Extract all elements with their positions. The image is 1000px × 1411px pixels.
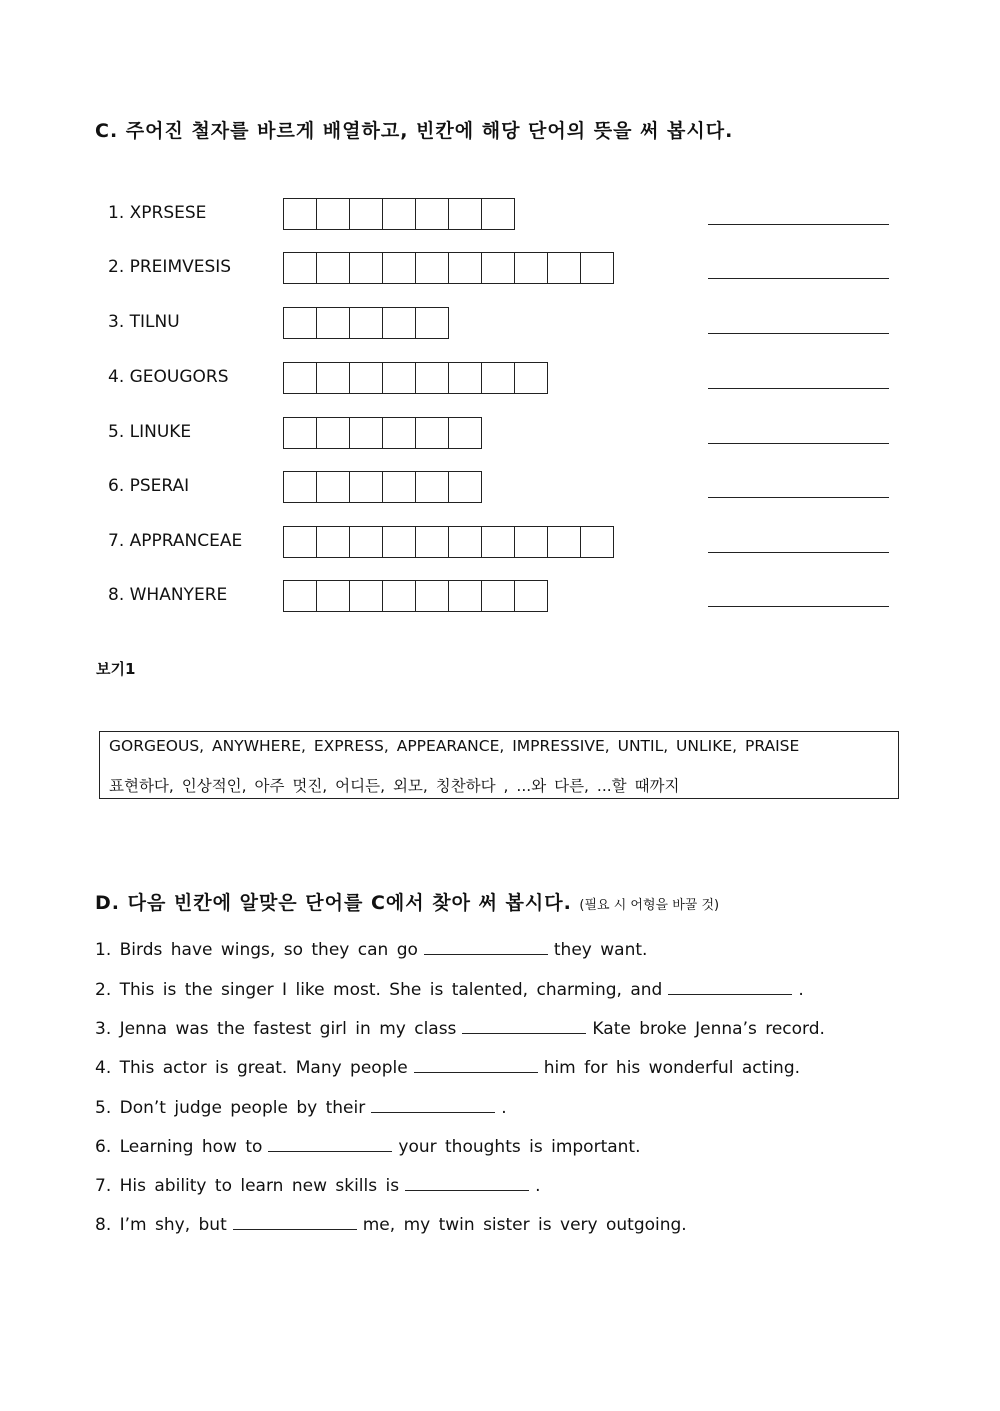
letter-box[interactable] xyxy=(316,471,350,503)
sentence-after-blank: . xyxy=(501,1098,507,1118)
scrambled-word: 7. APPRANCEAE xyxy=(108,531,243,551)
sentence-before-blank: 8. I’m shy, but xyxy=(95,1215,227,1235)
sentence-after-blank: they want. xyxy=(553,940,648,960)
fill-in-sentence xyxy=(95,1133,641,1157)
fill-in-sentence xyxy=(95,976,804,1000)
letter-boxes xyxy=(283,198,515,230)
meaning-answer-line[interactable] xyxy=(708,224,889,225)
letter-box[interactable] xyxy=(382,580,416,612)
letter-box[interactable] xyxy=(481,580,515,612)
answer-blank[interactable] xyxy=(424,936,548,955)
scrambled-word: 5. LINUKE xyxy=(108,422,192,442)
sentence-before-blank: 6. Learning how to xyxy=(95,1137,263,1157)
letter-box[interactable] xyxy=(283,362,317,394)
answer-blank[interactable] xyxy=(233,1211,357,1230)
letter-box[interactable] xyxy=(514,252,548,284)
sentence-before-blank: 5. Don’t judge people by their xyxy=(95,1098,366,1118)
word-bank-box xyxy=(99,731,899,799)
letter-boxes xyxy=(283,526,614,558)
letter-box[interactable] xyxy=(382,362,416,394)
scrambled-word: 4. GEOUGORS xyxy=(108,367,229,387)
letter-box[interactable] xyxy=(349,526,383,558)
letter-box[interactable] xyxy=(316,252,350,284)
sentence-before-blank: 2. This is the singer I like most. She is talented, charming, and xyxy=(95,980,663,1000)
letter-boxes xyxy=(283,417,482,449)
letter-box[interactable] xyxy=(316,307,350,339)
scrambled-word: 8. WHANYERE xyxy=(108,585,228,605)
letter-box[interactable] xyxy=(481,362,515,394)
answer-blank[interactable] xyxy=(405,1172,529,1191)
sentence-after-blank: . xyxy=(535,1176,541,1196)
scrambled-word: 3. TILNU xyxy=(108,312,180,332)
letter-boxes xyxy=(283,252,614,284)
word-scramble-row xyxy=(108,252,898,284)
scrambled-word: 6. PSERAI xyxy=(108,476,190,496)
section-d-note: (필요 시 어형을 바꿀 것) xyxy=(579,898,720,913)
letter-box[interactable] xyxy=(448,362,482,394)
letter-box[interactable] xyxy=(448,580,482,612)
answer-blank[interactable] xyxy=(268,1133,392,1152)
letter-box[interactable] xyxy=(349,307,383,339)
letter-box[interactable] xyxy=(283,471,317,503)
fill-in-sentence xyxy=(95,936,647,960)
letter-box[interactable] xyxy=(481,252,515,284)
letter-box[interactable] xyxy=(382,471,416,503)
letter-box[interactable] xyxy=(382,252,416,284)
word-scramble-row xyxy=(108,526,898,558)
scrambled-word: 1. XPRSESE xyxy=(108,203,207,223)
sentence-after-blank: me, my twin sister is very outgoing. xyxy=(362,1215,687,1235)
section-d-title xyxy=(95,888,719,915)
letter-boxes xyxy=(283,471,482,503)
section-c-title xyxy=(95,116,733,143)
letter-boxes xyxy=(283,580,548,612)
letter-box[interactable] xyxy=(448,471,482,503)
letter-box[interactable] xyxy=(547,252,581,284)
section-c-title-text: C. 주어진 철자를 바르게 배열하고, 빈칸에 해당 단어의 뜻을 써 봅시다. xyxy=(95,120,734,142)
meaning-answer-line[interactable] xyxy=(708,552,889,553)
sentence-after-blank: your thoughts is important. xyxy=(398,1137,641,1157)
letter-box[interactable] xyxy=(283,198,317,230)
sentence-before-blank: 1. Birds have wings, so they can go xyxy=(95,940,418,960)
letter-box[interactable] xyxy=(382,198,416,230)
letter-box[interactable] xyxy=(580,526,614,558)
letter-box[interactable] xyxy=(448,252,482,284)
meaning-answer-line[interactable] xyxy=(708,497,889,498)
fill-in-sentence xyxy=(95,1054,800,1078)
letter-boxes xyxy=(283,307,449,339)
letter-box[interactable] xyxy=(283,252,317,284)
letter-box[interactable] xyxy=(415,307,449,339)
letter-box[interactable] xyxy=(316,580,350,612)
letter-boxes xyxy=(283,362,548,394)
meaning-answer-line[interactable] xyxy=(708,443,889,444)
letter-box[interactable] xyxy=(415,580,449,612)
sentence-after-blank: him for his wonderful acting. xyxy=(543,1058,801,1078)
scrambled-word: 2. PREIMVESIS xyxy=(108,257,232,277)
letter-box[interactable] xyxy=(415,471,449,503)
word-scramble-row xyxy=(108,580,898,612)
section-d-title-text: D. 다음 빈칸에 알맞은 단어를 C에서 찾아 써 봅시다. xyxy=(95,892,572,914)
letter-box[interactable] xyxy=(547,526,581,558)
letter-box[interactable] xyxy=(316,362,350,394)
letter-box[interactable] xyxy=(349,580,383,612)
letter-box[interactable] xyxy=(316,198,350,230)
sentence-after-blank: . xyxy=(798,980,804,1000)
sentence-before-blank: 4. This actor is great. Many people xyxy=(95,1058,408,1078)
letter-box[interactable] xyxy=(448,417,482,449)
sentence-after-blank: Kate broke Jenna’s record. xyxy=(592,1019,825,1039)
letter-box[interactable] xyxy=(415,417,449,449)
letter-box[interactable] xyxy=(349,471,383,503)
letter-box[interactable] xyxy=(448,526,482,558)
letter-box[interactable] xyxy=(283,526,317,558)
sentence-before-blank: 7. His ability to learn new skills is xyxy=(95,1176,400,1196)
letter-box[interactable] xyxy=(382,307,416,339)
letter-box[interactable] xyxy=(415,526,449,558)
fill-in-sentence xyxy=(95,1211,687,1235)
letter-box[interactable] xyxy=(481,526,515,558)
sentence-before-blank: 3. Jenna was the fastest girl in my class xyxy=(95,1019,457,1039)
word-scramble-row xyxy=(108,417,898,449)
letter-box[interactable] xyxy=(283,307,317,339)
letter-box[interactable] xyxy=(382,526,416,558)
bogi-label: 보기1 xyxy=(96,660,136,678)
letter-box[interactable] xyxy=(349,198,383,230)
meaning-answer-line[interactable] xyxy=(708,606,889,607)
answer-blank[interactable] xyxy=(371,1094,495,1113)
letter-box[interactable] xyxy=(316,417,350,449)
letter-box[interactable] xyxy=(349,417,383,449)
word-scramble-row xyxy=(108,362,898,394)
word-scramble-row xyxy=(108,471,898,503)
fill-in-sentence xyxy=(95,1172,541,1196)
letter-box[interactable] xyxy=(316,526,350,558)
letter-box[interactable] xyxy=(481,198,515,230)
meaning-answer-line[interactable] xyxy=(708,333,889,334)
word-bank-english: GORGEOUS, ANYWHERE, EXPRESS, APPEARANCE, IMPRESSIVE, UNTIL, UNLIKE, PRAISE xyxy=(109,737,800,755)
letter-box[interactable] xyxy=(349,252,383,284)
fill-in-sentence xyxy=(95,1015,825,1039)
letter-box[interactable] xyxy=(415,198,449,230)
letter-box[interactable] xyxy=(514,526,548,558)
answer-blank[interactable] xyxy=(462,1015,586,1034)
meaning-answer-line[interactable] xyxy=(708,388,889,389)
word-scramble-row xyxy=(108,198,898,230)
letter-box[interactable] xyxy=(283,580,317,612)
letter-box[interactable] xyxy=(580,252,614,284)
letter-box[interactable] xyxy=(514,580,548,612)
letter-box[interactable] xyxy=(382,417,416,449)
answer-blank[interactable] xyxy=(668,976,792,995)
word-scramble-row xyxy=(108,307,898,339)
letter-box[interactable] xyxy=(448,198,482,230)
letter-box[interactable] xyxy=(283,417,317,449)
fill-in-sentence xyxy=(95,1094,507,1118)
letter-box[interactable] xyxy=(514,362,548,394)
letter-box[interactable] xyxy=(415,362,449,394)
answer-blank[interactable] xyxy=(414,1054,538,1073)
letter-box[interactable] xyxy=(415,252,449,284)
letter-box[interactable] xyxy=(349,362,383,394)
meaning-answer-line[interactable] xyxy=(708,278,889,279)
word-bank-korean: 표현하다, 인상적인, 아주 멋진, 어디든, 외모, 칭찬하다 , ...와 다른, ...할 때까지 xyxy=(109,777,680,795)
